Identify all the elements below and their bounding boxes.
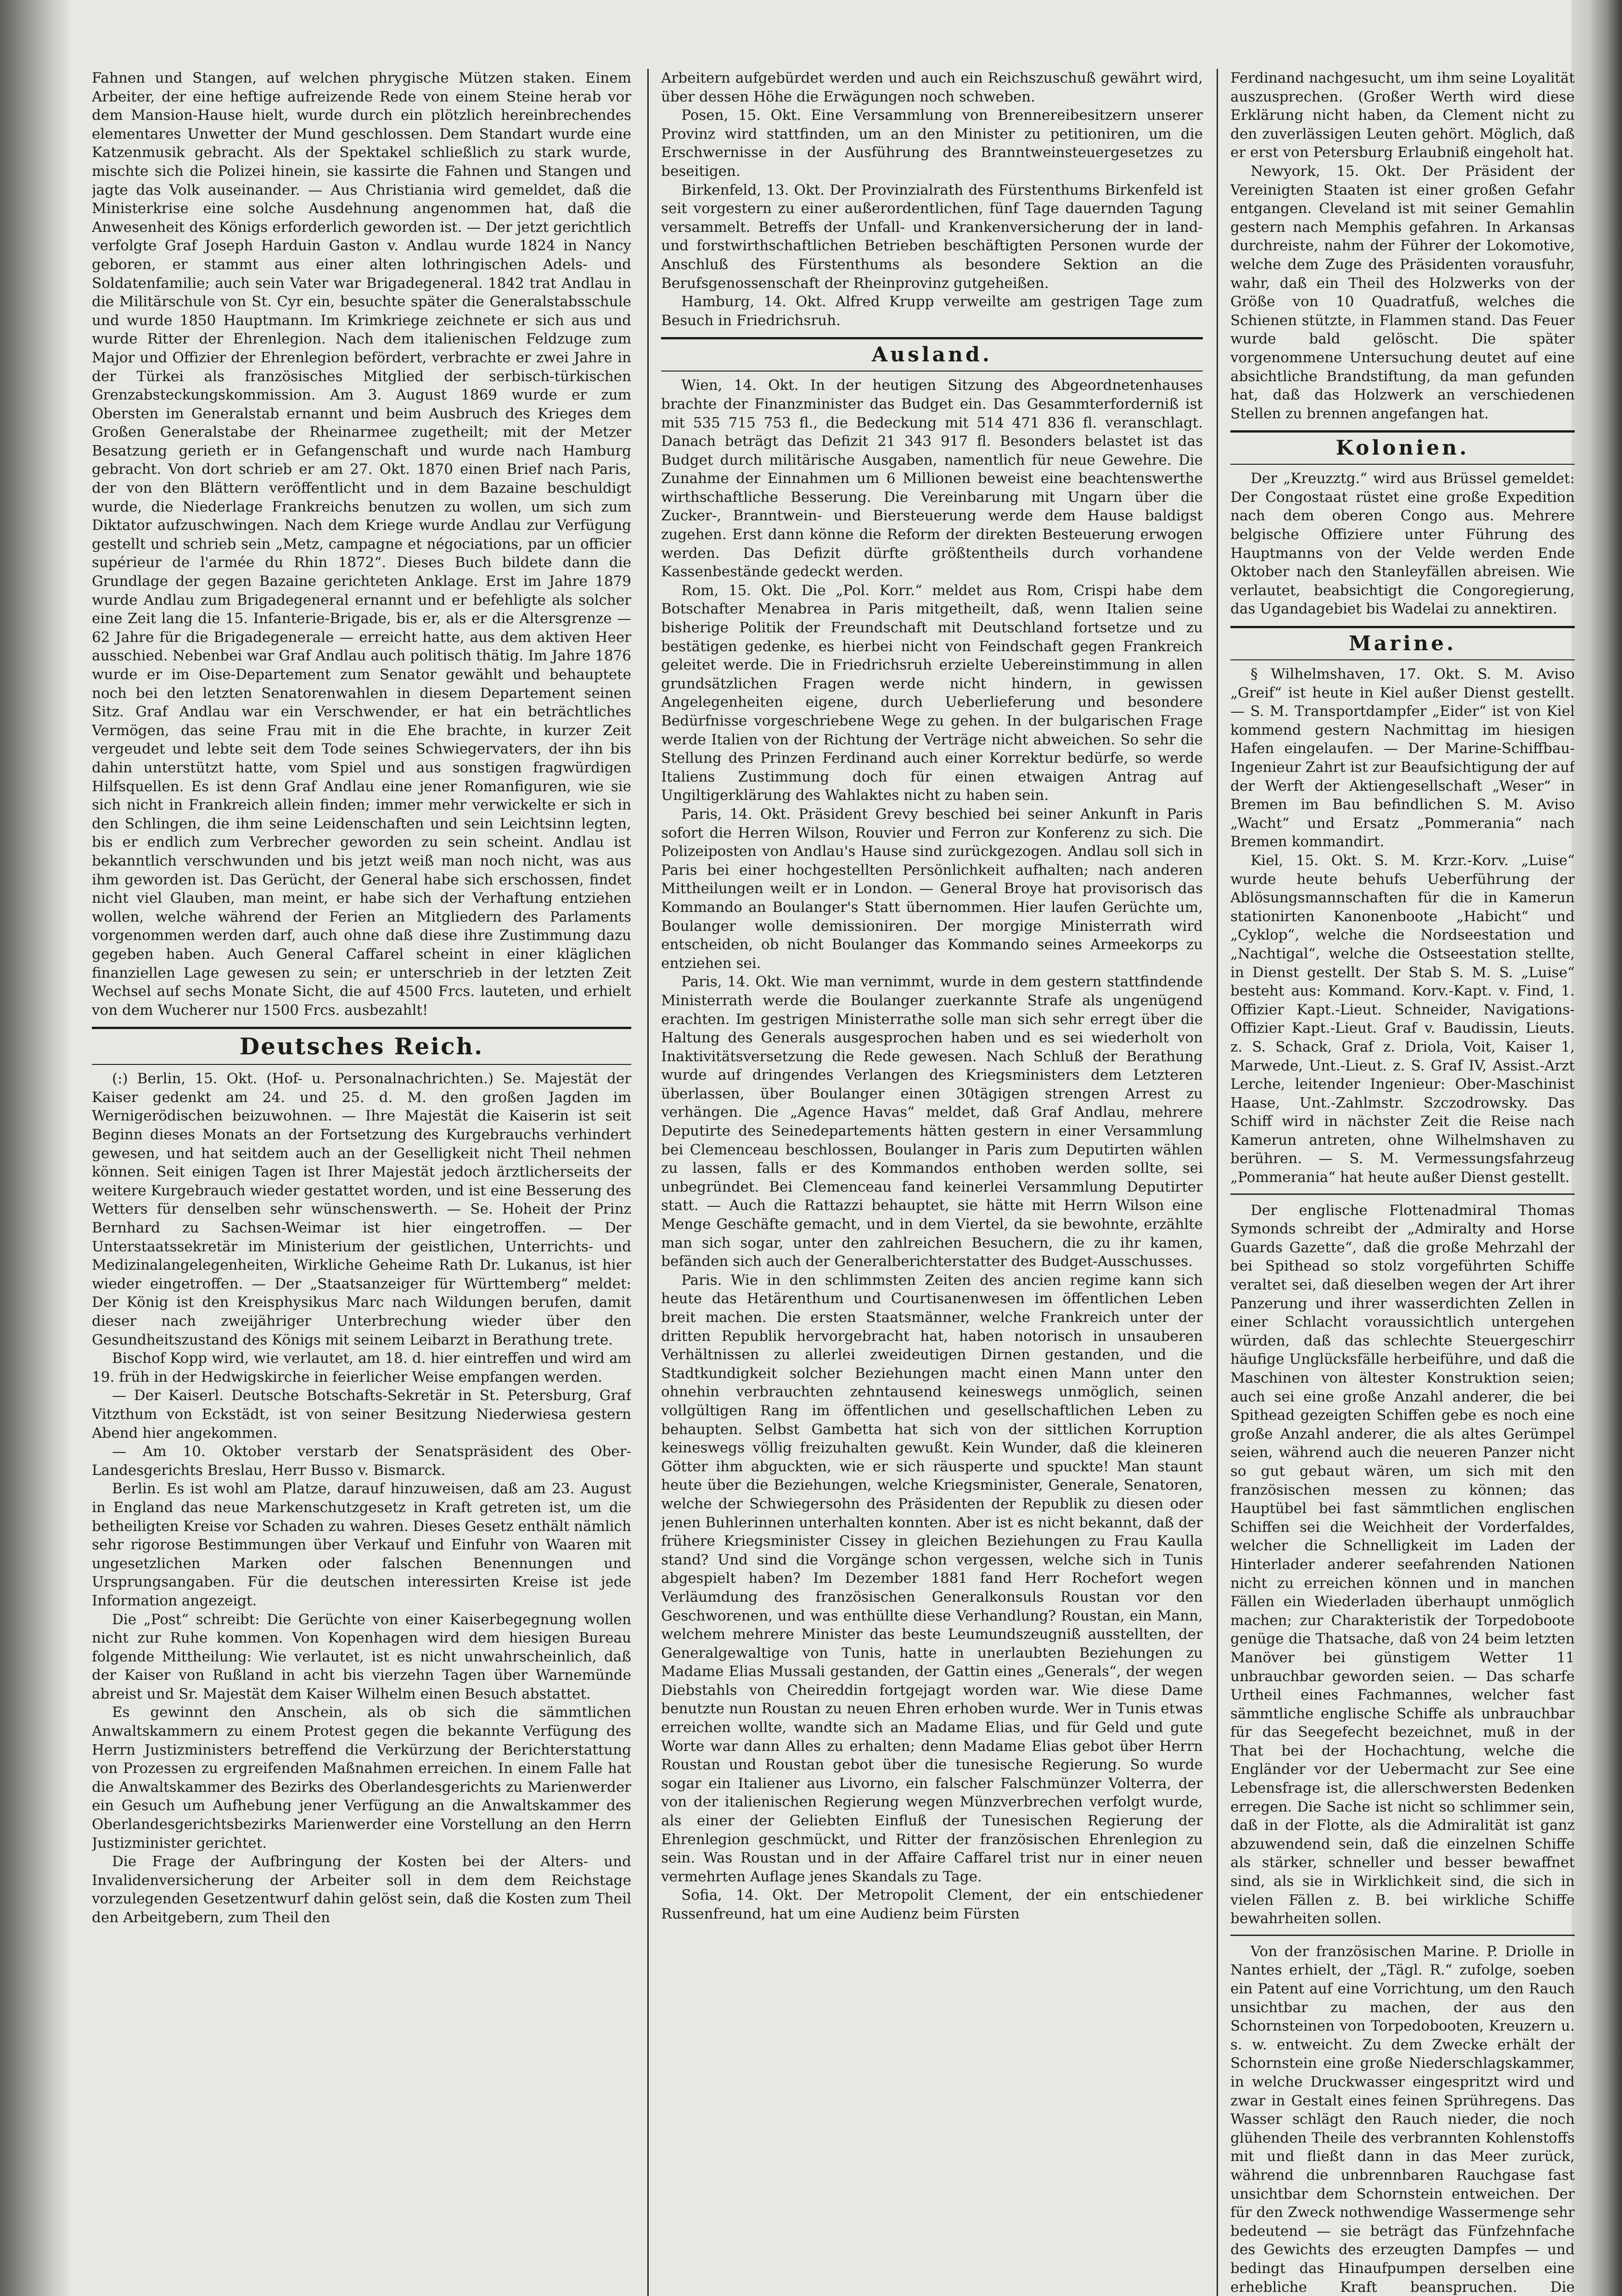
article-separator [1230, 1193, 1575, 1195]
section-heading-marine: Marine. [1230, 626, 1575, 660]
article-paragraph: Birkenfeld, 13. Okt. Der Provinzialrath des Fürstenthums Birkenfeld ist seit vorgestern zu einer außerordentlichen, fünf Tage dauernden Tagung versammelt. Betreffs der Unfall- und Krankenversicherung der in land- und forstwirthschaftlichen Betrieben beschäftigten Personen wurde der Anschluß des Fürstenthums als besondere Sektion an die Berufsgenossenschaft der Rheinprovinz gutgeheißen. [661, 181, 1203, 292]
article-paragraph: Paris, 14. Okt. Präsident Grevy beschied bei seiner Ankunft in Paris sofort die Herren Wilson, Rouvier und Ferron zur Konferenz zu sich. Die Polizeiposten von Andlau's Hause sind zurückgezogen. Andlau soll sich in Paris bei einer hochgestellten Persönlichkeit aufhalten; nach anderen Mittheilungen weilt er in London. — General Broye hat provisorisch das Kommando an Boulanger's Statt übernommen. Hier laufen Gerüchte um, Boulanger wolle demissioniren. Der morgige Ministerrath wird entscheiden, ob nicht Boulanger das Kommando seines Armeekorps zu entziehen sei. [661, 805, 1203, 972]
section-heading-deutsches-reich: Deutsches Reich. [92, 1027, 631, 1065]
article-paragraph: Paris, 14. Okt. Wie man vernimmt, wurde in dem gestern stattfindende Ministerrath werde die Boulanger zuerkannte Strafe als ungenügend erachten. Im gestrigen Ministerrathe solle man sich sehr erregt über die Haltung des Generals ausgesprochen haben und es sei wiederholt von Inaktivitätsversetzung die Rede gewesen. Nach Schluß der Berathung wurde auf dringendes Verlangen des Kriegsministers dem Letzteren überlassen, über Boulanger einen 30tägigen strengen Arrest zu verhängen. Die „Agence Havas“ meldet, daß Graf Andlau, mehrere Deputirte des Seinedepartements hätten gestern in einer Versammlung bei Clemenceau beschlossen, Boulanger in Paris zum Deputirten wählen zu lassen, falls er des Kommandos enthoben werden sollte, sei unbegründet. Bei Clemenceau fand keinerlei Versammlung Deputirter statt. — Auch die Rattazzi behauptet, sie hätte mit Herrn Wilson eine Menge Geschäfte gemacht, und in dem Viertel, da sie bewohnte, erzählte man sich sogar, unter den zahlreichen Besuchern, die zu ihr kamen, befänden sich auch der Generalberichterstatter des Budget-Ausschusses. [661, 974, 1203, 1270]
article-paragraph: Der „Kreuzztg.“ wird aus Brüssel gemeldet: Der Congostaat rüstet eine große Expedition nach dem oberen Congo aus. Mehrere belgische Offiziere unter Führung des Hauptmanns von der Velde werden Ende Oktober nach den Stanleyfällen abreisen. Wie verlautet, beabsichtigt die Congoregierung, das Ugandagebiet bis Wadelai zu annektiren. [1230, 470, 1575, 618]
article-paragraph: Arbeitern aufgebürdet werden und auch ein Reichszuschuß gewährt wird, über dessen Höhe die Erwägungen noch schweben. [661, 70, 1203, 105]
article-paragraph: Posen, 15. Okt. Eine Versammlung von Brennereibesitzern unserer Provinz wird stattfinden, um an den Minister zu petitioniren, um die Erschwernisse in der Ausführung des Branntweinsteuergesetzes zu beseitigen. [661, 107, 1203, 180]
article-paragraph: Die Frage der Aufbringung der Kosten bei der Alters- und Invalidenversicherung der Arbeiter soll in dem dem Reichstage vorzulegenden Gesetzentwurf dahin gelöst sein, daß die Kosten zum Theil den Arbeitgebern, zum Theil den [92, 1853, 631, 1926]
article-paragraph: Fahnen und Stangen, auf welchen phrygische Mützen staken. Einem Arbeiter, der eine heftige aufreizende Rede von einem Steine herab vor dem Mansion-Hause hielt, wurde durch ein plötzlich hereinbrechendes elementares Unwetter der Mund geschlossen. Dem Standart wurde eine Katzenmusik gebracht. Als der Spektakel schließlich zu stark wurde, mischte sich die Polizei hinein, sie kassirte die Fahnen und Stangen und jagte das Volk auseinander. — Aus Christiania wird gemeldet, daß die Ministerkrise eine solche Ausdehnung angenommen hat, daß die Anwesenheit des Königs erforderlich geworden ist. — Der jetzt gerichtlich verfolgte Graf Joseph Harduin Gaston v. Andlau wurde 1824 in Nancy geboren, er stammt aus einer alten lothringischen Adels- und Soldatenfamilie; auch sein Vater war Brigadegeneral. 1842 trat Andlau in die Militärschule von St. Cyr ein, besuchte später die Generalstabsschule und wurde 1850 Hauptmann. Im Krimkriege zeichnete er sich aus und wurde Ritter der Ehrenlegion. Nach dem italienischen Feldzuge zum Major und Offizier der Ehrenlegion befördert, verbrachte er zwei Jahre in der Türkei als französisches Mitglied der serbisch-türkischen Grenzabsteckungskommission. Am 3. August 1869 wurde er zum Obersten im Generalstab ernannt und beim Ausbruch des Krieges dem Großen Generalstabe der Rheinarmee zugetheilt; mit der Metzer Besatzung gerieth er in Gefangenschaft und wurde nach Hamburg gebracht. Von dort schrieb er am 27. Okt. 1870 einen Brief nach Paris, der von den Blättern veröffentlicht und in dem Bazaine beschuldigt wurde, die Niederlage Frankreichs benutzen zu wollen, um sich zum Diktator aufzuschwingen. Nach dem Kriege wurde Andlau zur Verfügung gestellt und schrieb sein „Metz, campagne et négociations, par un officier supérieur de l'armée du Rhin 1872“. Dieses Buch bildete dann die Grundlage der gegen Bazaine gerichteten Anklage. Erst im Jahre 1879 wurde Andlau zum Brigadegeneral ernannt und er befehligte als solcher eine Zeit lang die 15. Infanterie-Brigade, bis er, als er die Altersgrenze — 62 Jahre für die Brigadegenerale — erreicht hatte, aus dem aktiven Heer ausschied. Nebenbei war Graf Andlau auch politisch thätig. Im Jahre 1876 wurde er im Oise-Departement zum Senator gewählt und behauptete noch bei den letzten Senatorenwahlen in diesem Departement seinen Sitz. Graf Andlau war ein Verschwender, er hat ein beträchtliches Vermögen, das seine Frau mit in die Ehe brachte, in kurzer Zeit vergeudet und lebte seit dem Tode seines Schwiegervaters, der ihn bis dahin unterstützt hatte, vom Spiel und aus sonstigen fragwürdigen Hilfsquellen. Es ist denn Graf Andlau eine jener Romanfiguren, wie sie sich nicht in Frankreich allein finden; immer mehr verwickelte er sich in den Schlingen, die ihm seine Leidenschaften und sein Leichtsinn legten, bis er endlich zum Verbrecher geworden zu sein scheint. Andlau ist bekanntlich verschwunden und bis jetzt weiß man noch nicht, was aus ihm geworden ist. Das Gerücht, der General habe sich erschossen, findet nicht viel Glauben, man meint, er habe sich der Verhaftung entziehen wollen, welche während der Ferien an Mitgliedern des Parlaments vorgenommen werden darf, auch ohne daß diese ihre Zustimmung dazu gegeben haben. Auch General Caffarel scheint in einer kläglichen finanziellen Lage gewesen zu sein; er unterschrieb in der letzten Zeit Wechsel auf sechs Monate Sicht, die auf 4500 Frcs. lauteten, und erhielt von dem Wucherer nur 1500 Frcs. ausbezahlt! [92, 70, 631, 1019]
article-paragraph: Rom, 15. Okt. Die „Pol. Korr.“ meldet aus Rom, Crispi habe dem Botschafter Menabrea in Paris mitgetheilt, daß, wenn Italien seine bisherige Politik der Freundschaft mit Deutschland fortsetze und zu bestätigen gedenke, es hierbei nicht von Feindschaft gegen Frankreich geleitet werde. Die in Friedrichsruh erzielte Uebereinstimmung in allen grundsätzlichen Fragen werde nicht hindern, in gewissen Angelegenheiten eigene, durch Ueberlieferung und besondere Bedürfnisse vorgeschriebene Wege zu gehen. In der bulgarischen Frage werde Italien von der Richtung der Verträge nicht abweichen. So sehr die Stellung des Prinzen Ferdinand auch einer Korrektur bedürfe, so werde Italiens Zustimmung doch für einen etwaigen Antrag auf Ungiltigerklärung des Wahlaktes nicht zu haben sein. [661, 582, 1203, 804]
article-paragraph: Ferdinand nachgesucht, um ihm seine Loyalität auszusprechen. (Großer Werth wird diese Erklärung nicht haben, da Clement nicht zu den zuverlässigen Leuten gehört. Möglich, daß er erst von Petersburg Erlaubniß eingeholt hat. [1230, 70, 1575, 161]
column-2 [661, 69, 1203, 2296]
article-paragraph: Die „Post“ schreibt: Die Gerüchte von einer Kaiserbegegnung wollen nicht zur Ruhe kommen. Von Kopenhagen wird dem hiesigen Bureau folgende Mittheilung: Wie verlautet, ist es nicht unwahrscheinlich, daß der Kaiser von Rußland in acht bis vierzehn Tagen über Warnemünde abreist und Sr. Majestät dem Kaiser Wilhelm einen Besuch abstattet. [92, 1611, 631, 1702]
article-paragraph: Sofia, 14. Okt. Der Metropolit Clement, der ein entschiedener Russenfreund, hat um eine Audienz beim Fürsten [661, 1887, 1203, 1922]
article-paragraph: § Wilhelmshaven, 17. Okt. S. M. Aviso „Greif“ ist heute in Kiel außer Dienst gestellt. — S. M. Transportdampfer „Eider“ ist von Kiel kommend gestern Nachmittag im hiesigen Hafen eingelaufen. — Der Marine-Schiffbau-Ingenieur Zahrt ist zur Beaufsichtigung der auf der Werft der Aktiengesellschaft „Weser“ in Bremen im Bau befindlichen S. M. Aviso „Wacht“ und Ersatz „Pommerania“ nach Bremen kommandirt. [1230, 666, 1575, 850]
article-paragraph: Hamburg, 14. Okt. Alfred Krupp verweilte am gestrigen Tage zum Besuch in Friedrichsruh. [661, 293, 1203, 329]
column-1 [92, 69, 631, 2296]
column-rule [1217, 69, 1218, 2296]
article-paragraph: Kiel, 15. Okt. S. M. Krzr.-Korv. „Luise“ wurde heute behufs Ueberführung der Ablösungsmannschaften für die in Kamerun stationirten Kanonenboote „Habicht“ und „Cyklop“, welche die Nordseestation und „Nachtigal“, welche die Ostseestation stellte, in Dienst gestellt. Der Stab S. M. S. „Luise“ besteht aus: Kommand. Korv.-Kapt. v. Find, 1. Offizier Kapt.-Lieut. Schneider, Navigations-Offizier Kapt.-Lieut. Graf v. Baudissin, Lieuts. z. S. Schack, Graf z. Driola, Voit, Kaiser 1, Marwede, Unt.-Lieut. z. S. Graf IV, Assist.-Arzt Lerche, leitender Ingenieur: Ober-Maschinist Haase, Unt.-Zahlmstr. Szczodrowsky. Das Schiff wird in nächster Zeit die Reise nach Kamerun antreten, ohne Wilhelmshaven zu berühren. — S. M. Vermessungsfahrzeug „Pommerania“ hat heute außer Dienst gestellt. [1230, 852, 1575, 1186]
article-paragraph: Paris. Wie in den schlimmsten Zeiten des ancien regime kann sich heute das Hetärenthum und Courtisanenwesen im öffentlichen Leben breit machen. Die ersten Staatsmänner, welche Frankreich unter der dritten Republik hervorgebracht hat, haben notorisch in unsauberen Verhältnissen zu allerlei zweideutigen Dirnen gestanden, und die Stadtkundigkeit solcher Beziehungen macht einen Mann unter den ohnehin verbrauchten zehntausend keineswegs unmöglich, seinen vollgültigen Rang im öffentlichen und gesellschaftlichen Leben zu behaupten. Selbst Gambetta hat sich von der sittlichen Korruption keineswegs völlig freizuhalten gewußt. Kein Wunder, daß die kleineren Götter ihm abguckten, wie er sich räusperte und spuckte! Man staunt heute über die Beziehungen, welche Kriegsminister, Generale, Senatoren, welche der Schwiegersohn des Präsidenten der Republik zu diesen oder jenen Buhlerinnen unterhalten konnten. Aber ist es nicht bekannt, daß der frühere Kriegsminister Cissey in gleichen Beziehungen zu Frau Kaulla stand? Und sind die Vorgänge schon vergessen, welche sich in Tunis abgespielt haben? Im Dezember 1881 fand Herr Rochefort wegen Verläumdung des französischen Generalkonsuls Roustan vor den Geschworenen, und was enthüllte diese Verhandlung? Roustan, ein Mann, welchem mehrere Minister das beste Leumundszeugniß ausstellten, der Generalgewaltige von Tunis, hatte in unerlaubten Beziehungen zu Madame Elias Mussali gestanden, der Gattin eines „Generals“, der wegen Diebstahls von Cheireddin fortgejagt worden war. Wie diese Dame benutzte nun Roustan zu neuen Ehren erhoben wurde. Wer in Tunis etwas erreichen wollte, wandte sich an Madame Elias, und für Geld und gute Worte war dann Alles zu erhalten; denn Madame Elias gebot über Herrn Roustan und Roustan gebot über die tunesische Regierung. So wurde sogar ein Italiener aus Livorno, ein falscher Falschmünzer Volterra, der von der italienischen Regierung wegen Münzverbrechen verfolgt wurde, als einer der Geliebten Einfluß der Tunesischen Regierung der Ehrenlegion geschmückt, und Ritter der französischen Ehrenlegion zu sein. Was Roustan und in der Affaire Caffarel trist nur in einer neuen vermehrten Auflage jenes Skandals zu Tage. [661, 1272, 1203, 1885]
article-paragraph: Newyork, 15. Okt. Der Präsident der Vereinigten Staaten ist einer großen Gefahr entgangen. Cleveland ist mit seiner Gemahlin gestern nach Memphis gefahren. In Arkansas durchreiste, nahm der Führer der Lokomotive, welche dem Zuge des Präsidenten vorausfuhr, wahr, daß ein Theil des Holzwerks von der Größe von 10 Quadratfuß, welches die Schienen stützte, in Flammen stand. Das Feuer wurde bald gelöscht. Die später vorgenommene Untersuchung deutet auf eine absichtliche Brandstiftung, da man gefunden hat, daß das Holzwerk an verschiedenen Stellen zu brennen angefangen hat. [1230, 163, 1575, 422]
article-paragraph: — Der Kaiserl. Deutsche Botschafts-Sekretär in St. Petersburg, Graf Vitzthum von Eckstädt, ist von seiner Besitzung Niederwiesa gestern Abend hier angekommen. [92, 1387, 631, 1441]
column-rule [647, 69, 649, 2296]
newspaper-page [92, 69, 1575, 2296]
book-spine-shadow [0, 0, 69, 2296]
article-paragraph: Berlin. Es ist wohl am Platze, darauf hinzuweisen, daß am 23. August in England das neue Markenschutzgesetz in Kraft getreten ist, um die betheiligten Kreise vor Schaden zu wahren. Dieses Gesetz enthält nämlich sehr rigorose Bestimmungen über Verkauf und Einfuhr von Waaren mit ungesetzlichen Marken oder falschen Benennungen und Ursprungsangaben. Für die deutschen interessirten Kreise ist jede Information angezeigt. [92, 1480, 631, 1609]
column-3 [1230, 69, 1575, 2296]
article-separator [1230, 1935, 1575, 1936]
article-paragraph: Wien, 14. Okt. In der heutigen Sitzung des Abgeordnetenhauses brachte der Finanzminister das Budget ein. Das Gesammterforderniß ist mit 535 715 753 fl., die Bedeckung mit 514 471 836 fl. veranschlagt. Danach beträgt das Defizit 21 343 917 fl. Besonders belastet ist das Budget durch militärische Ausgaben, namentlich für neue Gewehre. Die Zunahme der Einnahmen um 6 Millionen beweist eine beachtenswerthe wirthschaftliche Besserung. Die Vereinbarung mit Ungarn über die Zucker-, Branntwein- und Biersteuerung werde dem Hause baldigst zugehen. Erst dann könne die Reform der direkten Besteuerung erwogen werden. Das Defizit dürfte größtentheils durch vorhandene Kassenbestände gedeckt werden. [661, 377, 1203, 580]
article-paragraph: Bischof Kopp wird, wie verlautet, am 18. d. hier eintreffen und wird am 19. früh in der Hedwigskirche in feierlicher Weise empfangen werden. [92, 1350, 631, 1385]
page-edge-shadow [1571, 0, 1622, 2296]
section-heading-ausland: Ausland. [661, 337, 1203, 371]
article-paragraph: (:) Berlin, 15. Okt. (Hof- u. Personalnachrichten.) Se. Majestät der Kaiser gedenkt am 24. und 25. d. M. den großen Jagden im Wernigerödischen beizuwohnen. — Ihre Majestät die Kaiserin ist seit Beginn dieses Monats an der Fortsetzung des Kurgebrauchs verhindert gewesen, und hat seitdem auch an der Geselligkeit nicht Theil nehmen können. Seit einigen Tagen ist Ihrer Majestät jedoch ärztlicherseits der weitere Kurgebrauch wieder gestattet worden, und ist eine Besserung des Wetters für denselben sehr wünschenswerth. — Se. Hoheit der Prinz Bernhard zu Sachsen-Weimar ist hier eingetroffen. — Der Unterstaatssekretär im Ministerium der geistlichen, Unterrichts- und Medizinalangelegenheiten, Wirkliche Geheime Rath Dr. Lukanus, ist hier wieder eingetroffen. — Der „Staatsanzeiger für Württemberg“ meldet: Der König ist den Kreisphysikus Marc nach Wildungen berufen, damit dieser nach zweijähriger Unterbrechung wieder über den Gesundheitszustand des Königs mit seinem Leibarzt in Berathung trete. [92, 1070, 631, 1348]
section-heading-kolonien: Kolonien. [1230, 430, 1575, 465]
article-paragraph: — Am 10. Oktober verstarb der Senatspräsident des Ober-Landesgerichts Breslau, Herr Busso v. Bismarck. [92, 1443, 631, 1479]
article-paragraph: Von der französischen Marine. P. Driolle in Nantes erhielt, der „Tägl. R.“ zufolge, soeben ein Patent auf eine Vorrichtung, um den Rauch unsichtbar zu machen, der aus den Schornsteinen von Torpedobooten, Kreuzern u. s. w. entweicht. Zu dem Zwecke erhält der Schornstein eine große Niederschlagskammer, in welche Druckwasser eingespritzt wird und zwar in Gestalt eines feinen Sprühregens. Das Wasser schlägt den Rauch nieder, die noch glühenden Theile des verbrannten Kohlenstoffs mit und fließt dann in das Meer zurück, während die unbrennbaren Rauchgase fast unsichtbar dem Schornstein entweichen. Der für den Zweck nothwendige Wassermenge sehr bedeutend — sie beträgt das Fünfzehnfache des Gewichts des erzeugten Dampfes — und bedingt das Hinaufpumpen derselben eine erhebliche Kraft beanspruchen. Die [1230, 1943, 1575, 2296]
article-paragraph: Der englische Flottenadmiral Thomas Symonds schreibt der „Admiralty and Horse Guards Gazette“, daß die große Mehrzahl der bei Spithead so stolz vorgeführten Schiffe veraltet sei, daß dieselben wegen der Art ihrer Panzerung und ihrer wasserdichten Zellen in einer Schlacht voraussichtlich untergehen würden, daß das schlechte Steuergeschirr häufige Unglücksfälle herbeiführe, und daß die Maschinen von ältester Konstruktion seien; auch sei eine große Anzahl anderer, die bei Spithead gezeigten Schiffen gebe es noch eine große Anzahl anderer, die als altes Gerümpel seien, während auch die neueren Panzer nicht so gut gebaut wären, um sich mit den französischen messen zu können; das Hauptübel bei fast sämmtlichen englischen Schiffen sei die Weichheit der Vorderfaldes, welcher die Schnelligkeit im Laden der Hinterlader anderer seefahrenden Nationen nicht zu erreichen können und in manchen Fällen ein Wiederladen überhaupt unmöglich machen; zur Charakteristik der Torpedoboote genüge die Thatsache, daß von 24 beim letzten Manöver bei günstigem Wetter 11 unbrauchbar geworden seien. — Das scharfe Urtheil eines Fachmannes, welcher fast sämmtliche englische Schiffe als unbrauchbar für das Seegefecht bezeichnet, muß in der That bei der Hochachtung, welche die Engländer vor der Uebermacht zur See eine Lebensfrage ist, die allerschwersten Bedenken erregen. Die Sache ist nicht so schlimmer sein, daß in der Flotte, als die Admiralität ist ganz abzuwendend sein, daß die einzelnen Schiffe als stärker, schneller und besser bewaffnet sind, als sie in Wirklichkeit sind, die sich in vielen Fällen z. B. bei wirkliche Schiffe bewahrheiten sollen. [1230, 1202, 1575, 1927]
article-paragraph: Es gewinnt den Anschein, als ob sich die sämmtlichen Anwaltskammern zu einem Protest gegen die bekannte Verfügung des Herrn Justizministers betreffend die Verkürzung der Berichterstattung von Prozessen zu ergreifenden Maßnahmen erreichen. In einem Falle hat die Anwaltskammer des Bezirks des Oberlandesgerichts zu Marienwerder ein Gesuch um Aufhebung jener Verfügung an die Anwaltskammer des Oberlandesgerichtsbezirks Marienwerder eine Vorstellung an den Herrn Justizminister gerichtet. [92, 1704, 631, 1851]
